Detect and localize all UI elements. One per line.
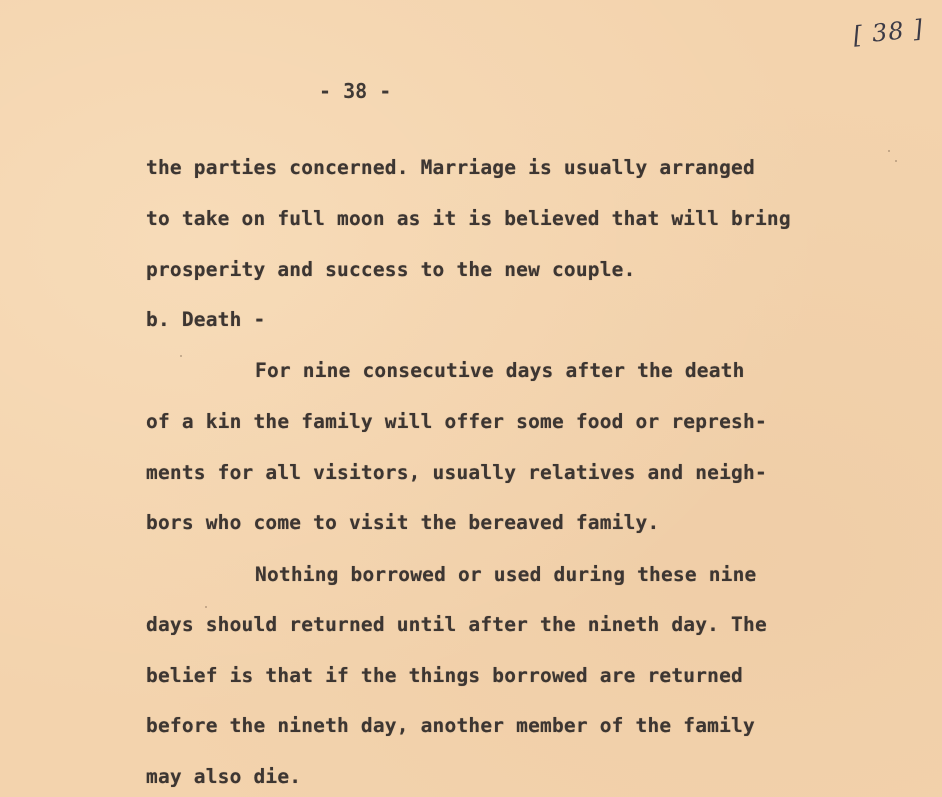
handwritten-page-mark: [ 38 ] bbox=[851, 14, 925, 50]
paper-speck bbox=[180, 355, 182, 357]
paper-speck bbox=[895, 160, 897, 162]
page-number: - 38 - bbox=[319, 79, 392, 103]
text-line: before the nineth day, another member of the family bbox=[146, 714, 755, 737]
text-line: may also die. bbox=[146, 765, 302, 788]
paper-speck bbox=[888, 150, 890, 152]
text-line: days should returned until after the nineth day. The bbox=[146, 613, 767, 636]
text-line: the parties concerned. Marriage is usually arranged bbox=[146, 156, 755, 179]
text-line: to take on full moon as it is believed that will bring bbox=[146, 207, 791, 230]
text-line: Nothing borrowed or used during these nine bbox=[255, 563, 757, 586]
text-line: belief is that if the things borrowed are returned bbox=[146, 664, 743, 687]
text-line: prosperity and success to the new couple. bbox=[146, 258, 636, 281]
text-line: bors who come to visit the bereaved family. bbox=[146, 511, 660, 534]
paper-speck bbox=[205, 606, 207, 608]
section-heading-death: b. Death - bbox=[146, 308, 266, 331]
text-line: of a kin the family will offer some food or represh- bbox=[146, 410, 767, 433]
text-line: For nine consecutive days after the death bbox=[255, 359, 745, 382]
text-line: ments for all visitors, usually relatives and neigh- bbox=[146, 461, 767, 484]
